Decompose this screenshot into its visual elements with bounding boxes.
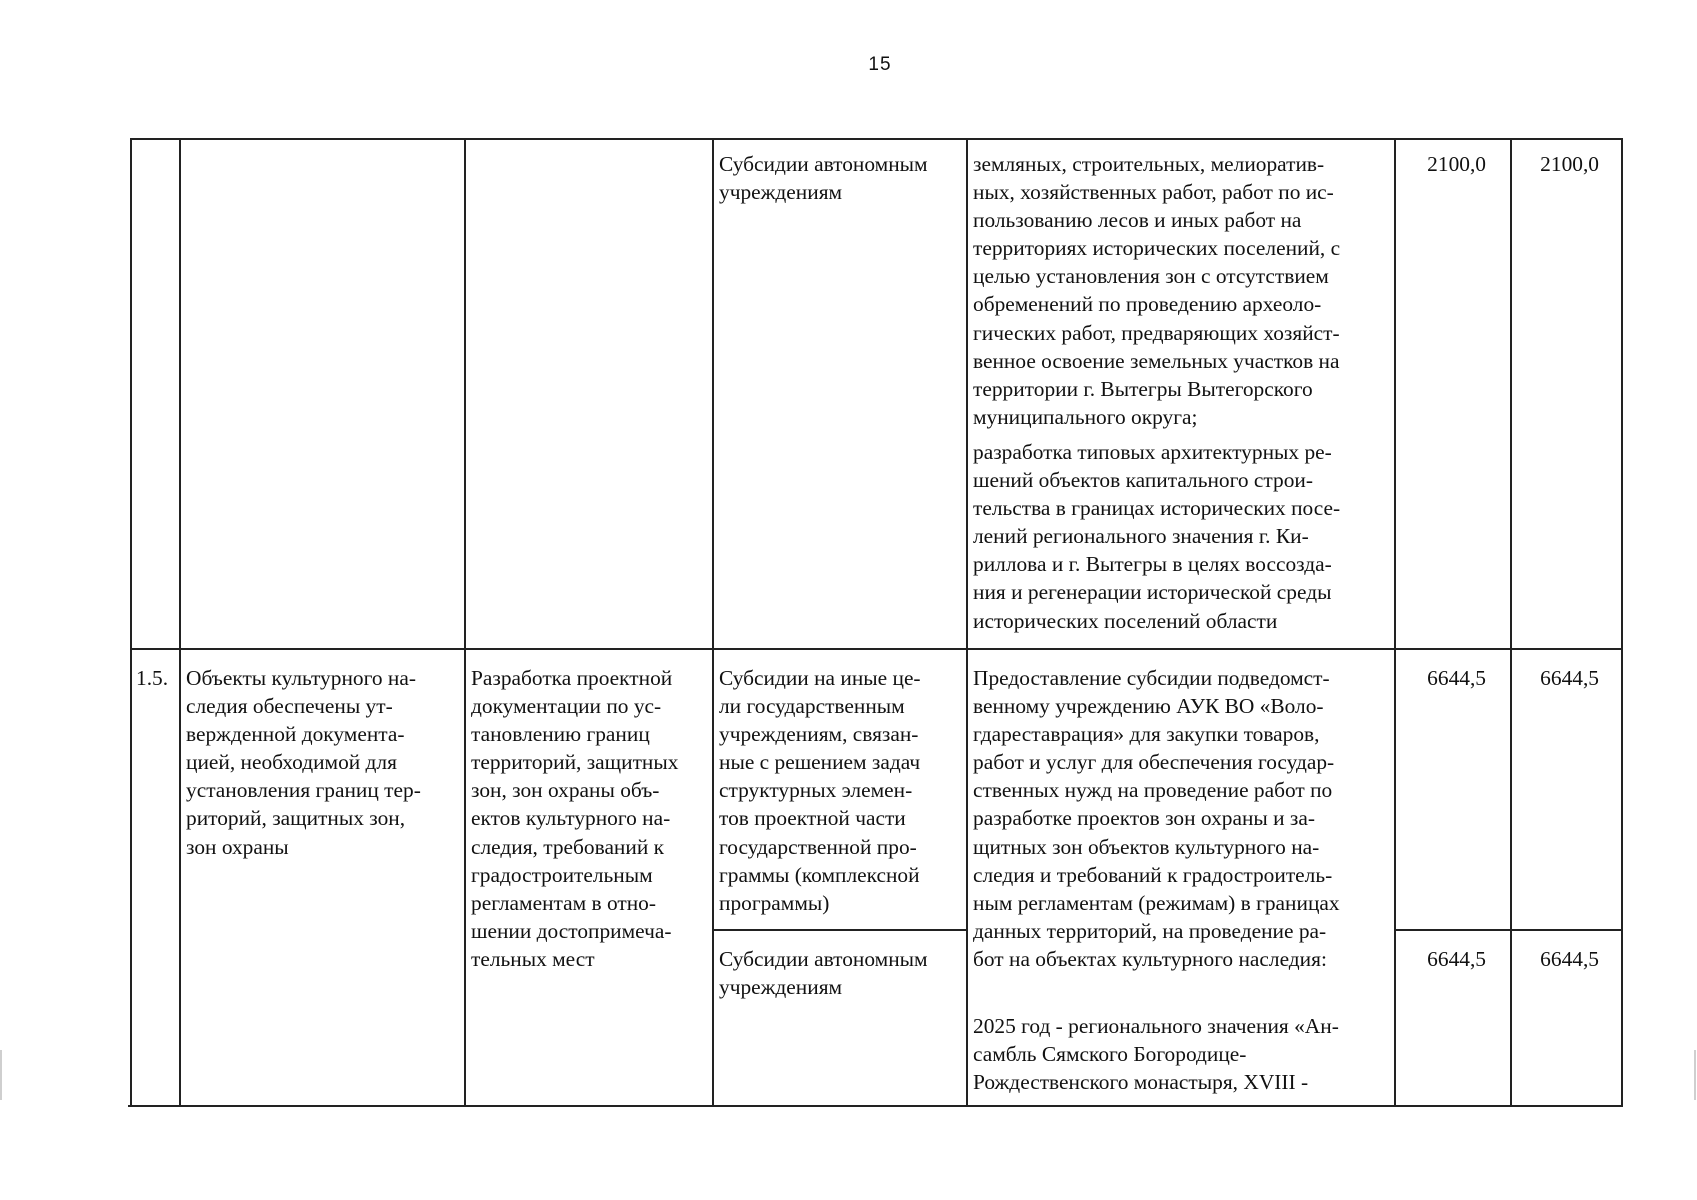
text-line: Субсидии на иные це- xyxy=(719,666,921,690)
text-line: разработка типовых архитектурных ре- xyxy=(973,440,1332,464)
row1-value-2: 2100,0 xyxy=(1540,152,1599,176)
text-line: ли государственным xyxy=(719,694,905,719)
text-line: тельных мест xyxy=(471,946,595,971)
text-line: муниципального округа; xyxy=(973,404,1198,429)
text-line: венное освоение земельных участков на xyxy=(973,348,1340,373)
text-line: земляных, строительных, мелиоратив- xyxy=(973,152,1325,176)
text-line: ных, хозяйственных работ, работ по ис- xyxy=(973,180,1334,205)
text-line: венному учреждению АУК ВО «Воло- xyxy=(973,694,1324,719)
text-line: гдареставрация» для закупки товаров, xyxy=(973,722,1320,747)
col-border-7 xyxy=(1621,138,1623,1107)
text-line: программы) xyxy=(719,890,830,915)
text-line: учреждениям xyxy=(719,180,843,205)
text-line: гических работ, предваряющих хозяйст- xyxy=(973,320,1340,345)
row2-description-para1 xyxy=(973,664,1340,973)
text-line: шении достопримеча- xyxy=(471,918,672,943)
row1-funding-source xyxy=(719,150,928,206)
text-line: пользованию лесов и иных работ на xyxy=(973,208,1302,233)
text-line: обременений по проведению археоло- xyxy=(973,292,1322,317)
text-line: 2025 год - регионального значения «Ан- xyxy=(973,1014,1339,1038)
text-line: тановлению границ xyxy=(471,722,650,747)
text-line: Рождественского монастыря, XVIII - xyxy=(973,1070,1309,1095)
row1-description-para1 xyxy=(973,150,1340,431)
text-line: целью установления зон с отсутствием xyxy=(973,264,1329,289)
text-line: учреждениям xyxy=(719,975,843,1000)
row2-funding-source-b xyxy=(719,945,928,1001)
text-line: ные с решением задач xyxy=(719,750,921,775)
row1-description-para2 xyxy=(973,438,1340,635)
col-border-1 xyxy=(179,138,181,1107)
col-border-4 xyxy=(966,138,968,1107)
text-line: ным регламентам (режимам) в границах xyxy=(973,890,1340,915)
text-line: Субсидии автономным xyxy=(719,947,928,971)
text-line: шений объектов капитального строи- xyxy=(973,468,1313,493)
row-divider xyxy=(130,648,1623,650)
page-number: 15 xyxy=(868,54,892,75)
row2-value-b1: 6644,5 xyxy=(1427,947,1486,971)
text-line: территорий, защитных xyxy=(471,750,679,775)
col-border-3 xyxy=(712,138,714,1107)
row2-objective xyxy=(186,664,421,861)
text-line: лений регионального значения г. Ки- xyxy=(973,524,1309,549)
row2-value-a1: 6644,5 xyxy=(1427,666,1486,690)
text-line: установления границ тер- xyxy=(186,778,421,803)
scan-edge-mark-right xyxy=(1694,1050,1696,1100)
text-line: щитных зон объектов культурного на- xyxy=(973,834,1320,859)
text-line: регламентам в отно- xyxy=(471,890,656,915)
row1-value-1: 2100,0 xyxy=(1427,152,1486,176)
text-line: следия обеспечены ут- xyxy=(186,694,393,719)
text-line: тов проектной части xyxy=(719,806,906,831)
text-line: территориях исторических поселений, с xyxy=(973,236,1341,261)
text-line: документации по ус- xyxy=(471,694,662,719)
table-top-border xyxy=(130,138,1623,140)
text-line: тельства в границах исторических посе- xyxy=(973,496,1341,521)
row2-description-para2 xyxy=(973,1012,1339,1096)
text-line: вержденной документа- xyxy=(186,722,405,747)
text-line: зон охраны xyxy=(186,834,289,859)
text-line: разработке проектов зон охраны и за- xyxy=(973,806,1315,831)
col-border-0 xyxy=(130,138,132,1107)
text-line: Субсидии автономным xyxy=(719,152,928,176)
scan-edge-mark-left xyxy=(0,1050,2,1100)
text-line: риторий, защитных зон, xyxy=(186,806,406,831)
text-line: бот на объектах культурного наследия: xyxy=(973,946,1327,971)
text-line: зон, зон охраны объ- xyxy=(471,778,660,803)
subrow-divider-values xyxy=(1394,929,1623,931)
text-line: ектов культурного на- xyxy=(471,806,671,831)
text-line: территории г. Вытегры Вытегорского xyxy=(973,376,1313,401)
text-line: Объекты культурного на- xyxy=(186,666,416,690)
text-line: цией, необходимой для xyxy=(186,750,397,775)
text-line: самбль Сямского Богородице- xyxy=(973,1042,1247,1067)
text-line: работ и услуг для обеспечения государ- xyxy=(973,750,1335,775)
text-line: структурных элемен- xyxy=(719,778,913,803)
text-line: риллова и г. Вытегры в целях воссозда- xyxy=(973,552,1332,577)
text-line: ственных нужд на проведение работ по xyxy=(973,778,1333,803)
table-bottom-border xyxy=(128,1105,1623,1107)
text-line: граммы (комплексной xyxy=(719,862,920,887)
text-line: данных территорий, на проведение ра- xyxy=(973,918,1327,943)
subrow-divider-col4 xyxy=(712,929,966,931)
text-line: градостроительным xyxy=(471,862,653,887)
text-line: Разработка проектной xyxy=(471,666,673,690)
row2-activity xyxy=(471,664,678,973)
row2-value-a2: 6644,5 xyxy=(1540,666,1599,690)
text-line: государственной про- xyxy=(719,834,917,859)
row2-value-b2: 6644,5 xyxy=(1540,947,1599,971)
col-border-2 xyxy=(464,138,466,1107)
row2-number: 1.5. xyxy=(136,666,169,690)
text-line: ния и регенерации исторической среды xyxy=(973,580,1332,605)
text-line: учреждениям, связан- xyxy=(719,722,919,747)
text-line: следия, требований к xyxy=(471,834,665,859)
text-line: Предоставление субсидии подведомст- xyxy=(973,666,1330,690)
text-line: следия и требований к градостроитель- xyxy=(973,862,1333,887)
text-line: исторических поселений области xyxy=(973,608,1278,633)
row2-funding-source-a xyxy=(719,664,921,917)
